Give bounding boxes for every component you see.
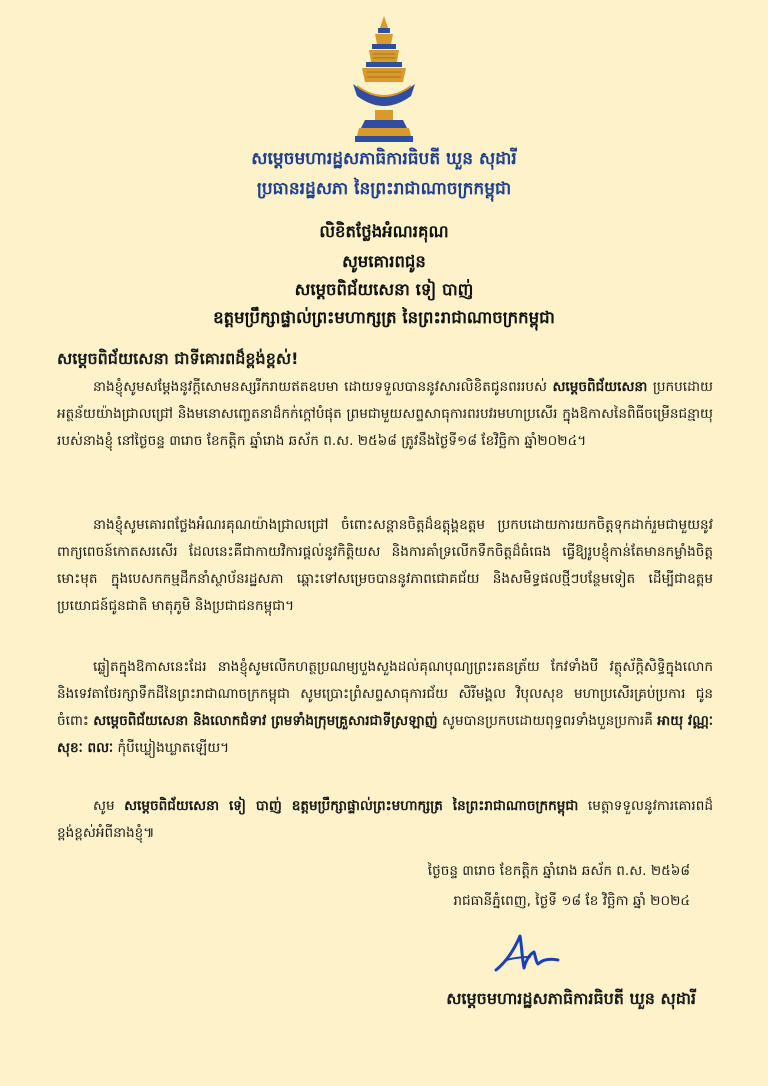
signer-name: សម្តេចមហារដ្ឋសភាធិការធិបតី ឃួន សុដារី [446, 989, 696, 1008]
paragraph-4-bold: សម្តេចពិជ័យសេនា ទៀ បាញ់ ឧត្តមប្រឹក្សាផ្ទាល់ព្រះមហាក្សត្រ នៃព្រះរាជាណាចក្រកម្ពុជា [124, 798, 579, 814]
paragraph-2 [57, 512, 713, 620]
paragraph-4-text-a: សូម [93, 798, 115, 814]
lunar-date: ថ្ងៃចន្ទ ៣រោច ខែកត្តិក ឆ្នាំរោង ឆស័ក ព.ស. ២៥៦៨ [427, 863, 690, 879]
paragraph-1-text-b: ប្រកបដោយអត្ថន័យយ៉ាងជ្រាលជ្រៅ និងមនោសញ្ចេតនាដ៏កក់ក្តៅបំផុត ព្រមជាមួយសព្ទសាធុការពរបវរមហាប្រសើរ ក្នុងឱកាសនៃពិធីចម្រើនជន្មាយុរបស់នាងខ្ញុំ នៅថ្ងៃចន្ទ ៣រោច ខែកត្តិក ឆ្នាំរោង ឆស័ក ព.ស. ២៥៦៨ ត្រូវនឹងថ្ងៃទី១៨ ខែវិច្ឆិកា ឆ្នាំ២០២៤។ [57, 379, 713, 449]
paragraph-3 [57, 654, 713, 762]
national-assembly-emblem-icon [345, 12, 423, 148]
document-type: លិខិតថ្លែងអំណរគុណ [319, 222, 449, 241]
paragraph-4-text-b: មេត្តាទទួលនូវការគោរពដ៏ខ្ពង់ខ្ពស់អំពីនាងខ្ញុំ៕ [57, 798, 714, 841]
sender-title: ប្រធានរដ្ឋសភា នៃព្រះរាជាណាចក្រកម្ពុជា [256, 179, 512, 199]
respectfully-to: សូមគោរពជូន [342, 252, 426, 271]
paragraph-1-bold: សម្តេចពិជ័យសេនា [552, 379, 648, 395]
paragraph-3-text-a: ឆ្លៀតក្នុងឱកាសនេះដែរ នាងខ្ញុំសូមលើកហត្ថប្រណម្យបួងសួងដល់គុណបុណ្យព្រះរតនត្រ័យ កែវទាំងបី វត្ថុស័ក្តិសិទ្ធិក្នុងលោក និងទេវតាថែរក្សាទឹកដីនៃព្រះរាជាណាចក្រកម្ពុជា សូមប្រោះព្រំសព្ទសាធុការជ័យ សិរីមង្គល វិបុលសុខ មហាប្រសើរគ្រប់ប្រការ ជូនចំពោះ [57, 659, 713, 729]
sender-name: សម្តេចមហារដ្ឋសភាធិការធិបតី ឃួន សុដារី [251, 149, 517, 169]
paragraph-3-text-b: សូមបានប្រកបដោយពុទ្ធពរទាំងបួនប្រការគឺ [442, 713, 653, 729]
paragraph-4 [57, 793, 713, 847]
paragraph-3-text-c: កុំបីឃ្លៀងឃ្លាតឡើយ។ [117, 740, 230, 756]
paragraph-1-text-a: នាងខ្ញុំសូមសម្តែងនូវក្តីសោមនស្សរីករាយឥតឧបមា ដោយទទួលបាននូវសារលិខិតជូនពររបស់ [93, 379, 547, 395]
recipient-title: ឧត្តមប្រឹក្សាផ្ទាល់ព្រះមហាក្សត្រ នៃព្រះរាជាណាចក្រកម្ពុជា [213, 308, 555, 327]
paragraph-3-bold-2: អាយុ វណ្ណៈ សុខៈ ពលៈ [57, 713, 713, 756]
paragraph-1 [57, 374, 713, 455]
place-and-date: រាជធានីភ្នំពេញ, ថ្ងៃទី ១៨ ខែ វិច្ឆិកា ឆ្នាំ ២០២៤ [453, 893, 690, 909]
salutation: សម្តេចពិជ័យសេនា ជាទីគោរពដ៏ខ្ពង់ខ្ពស់! [57, 349, 299, 368]
paragraph-2-text: នាងខ្ញុំសូមគោរពថ្លែងអំណរគុណយ៉ាងជ្រាលជ្រៅ ចំពោះសន្តានចិត្តដ៏ឧត្តុង្គឧត្តម ប្រកបដោយការយកចិត្តទុកដាក់រួមជាមួយនូវពាក្យពេចន៍កោតសរសើរ ដែលនេះគឺជាកាយវិការផ្តល់នូវកិត្តិយស និងការគាំទ្រលើកទឹកចិត្តដ៏ធំធេង ធ្វើឱ្យរូបខ្ញុំកាន់តែមានកម្លាំងចិត្តមោះមុត ក្នុងបេសកកម្មដឹកនាំស្ថាប័នរដ្ឋសភា ឆ្ពោះទៅសម្រេចបាននូវភាពជោគជ័យ និងសមិទ្ធផលថ្មីៗបន្ថែមទៀត ដើម្បីជាឧត្តមប្រយោជន៍ជូនជាតិ មាតុភូមិ និងប្រជាជនកម្ពុជា។ [57, 517, 713, 614]
handwritten-signature-icon [492, 930, 562, 976]
recipient-name: សម្តេចពិជ័យសេនា ទៀ បាញ់ [294, 280, 474, 299]
paragraph-3-bold: សម្តេចពិជ័យសេនា និងលោកជំទាវ ព្រមទាំងក្រុមគ្រួសារជាទីស្រឡាញ់ [93, 713, 438, 729]
